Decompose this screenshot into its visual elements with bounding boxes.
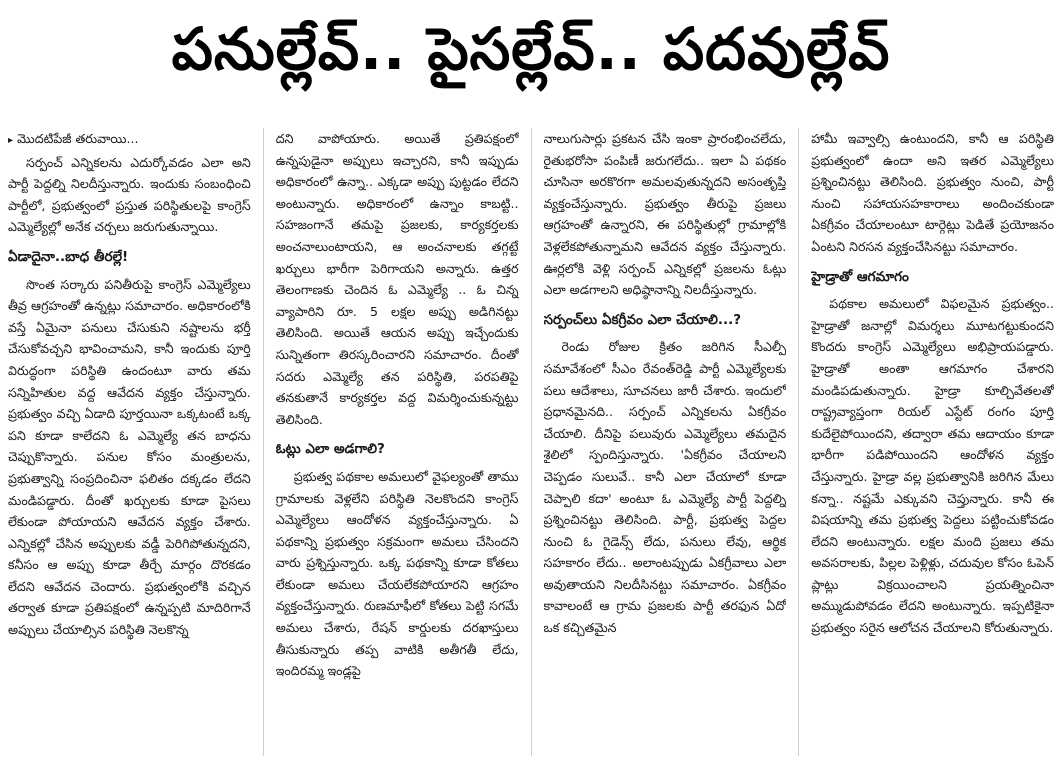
headline: పనుల్లేవ్.. పైసల్లేవ్.. పదవుల్లేవ్ bbox=[171, 14, 891, 83]
paragraph: దని వాపోయారు. అయితే ప్రతిపక్షంలో ఉన్నపుడైనా అప్పులు ఇచ్చారని, కానీ ఇప్పుడు అధికారంలో ఉన్నా.. ఎక్కడా అప్పు పుట్టడం లేదని అంటున్నారు. అధికారంలో ఉన్నాం కాబట్టి.. సహజంగానే తమపై ప్రజలకు, కార్యకర్తలకు అంచనాలుంటాయని, ఆ అంచనాలకు తగ్గట్టే ఖర్చులు భారీగా పెరిగాయని అన్నారు. ఉత్తర తెలంగాణకు చెందిన ఓ ఎమ్మెల్యే .. ఓ చిన్న వ్యాపారిని రూ. 5 లక్షల అప్పు అడిగినట్టు తెలిసింది. అయితే ఆయన అప్పు ఇచ్చేందుకు సున్నితంగా తిరస్కరించారని సమాచారం. దీంతో సదరు ఎమ్మెల్యే తన పరిస్థితి, పరపతిపై తనకుతానే కార్యకర్తల వద్ద విమర్శించుకున్నట్టు తెలిసింది. bbox=[275, 131, 519, 427]
continued-from-front-page bbox=[8, 128, 251, 152]
paragraph: సర్పంచ్ ఎన్నికలను ఎదుర్కోవడం ఎలా అని పార్టీ పెద్దల్ని నిలదీస్తున్నారు. ఇందుకు సంబంధించి పార్టీలో, ప్రభుత్వంలో ప్రస్తుత పరిస్థితులపై కాంగ్రెస్ ఎమ్మెల్యేల్లో అనేక చర్చలు జరుగుతున్నాయి. bbox=[8, 154, 251, 235]
subheading: సర్పంచ్‌లు ఏకగ్రీవం ఎలా చేయాలి...? bbox=[543, 311, 742, 328]
paragraph: రెండు రోజుల క్రితం జరిగిన సీఎల్పీ సమావేశంలో సీఎం రేవంత్‌రెడ్డి పార్టీ ఎమ్మెల్యేలకు పలు ఆదేశాలు, సూచనలు జారీ చేశారు. ఇందులో ప్రధానమైనది.. సర్పంచ్ ఎన్నికలను ఏకగ్రీవం చేయాలి. దీనిపై పలువురు ఎమ్మెల్యేలు తమదైన శైలిలో స్పందిస్తున్నారు. 'ఏకగ్రీవం చేయాలని చెప్పడం సులువే.. కానీ ఎలా చేయాలో కూడా చెప్పాలి కదా' అంటూ ఓ ఎమ్మెల్యే పార్టీ పెద్దల్ని ప్రశ్నించినట్టు తెలిసింది. పార్టీ, ప్రభుత్వ పెద్దల నుంచి ఓ గైడెన్స్ లేదు, పనులు లేవు, ఆర్థిక సహకారం లేదు.. అలాంటప్పుడు ఏకగ్రీవాలు ఎలా అవుతాయని నిలదీసినట్టు సమాచారం. ఏకగ్రీవం కావాలంటే ఆ గ్రామ ప్రజలకు పార్టీ తరఫున ఏదో ఒక కచ్చితమైన bbox=[543, 339, 787, 636]
column-1 bbox=[8, 128, 251, 756]
subheading: ఏడాదైనా..బాధ తీరల్లే! bbox=[8, 248, 129, 265]
column-2 bbox=[276, 128, 519, 756]
subheading: ఓట్లు ఎలా అడగాలి? bbox=[275, 441, 385, 458]
paragraph: హామీ ఇవ్వాల్సి ఉంటుందని, కానీ ఆ పరిస్థితి ప్రభుత్వంలో ఉందా అని ఇతర ఎమ్మెల్యేలు ప్రశ్నించినట్టు తెలిసింది. ప్రభుత్వం నుంచి, పార్టీ నుంచి సహాయసహకారాలు అందించకుండా ఏకగ్రీవం చేయాలంటూ టార్గెట్లు పెడితే ప్రయోజనం ఏంటని నిరసన వ్యక్తంచేసినట్టు సమాచారం. bbox=[811, 131, 1054, 254]
paragraph: పథకాల అమలులో విఫలమైన ప్రభుత్వం.. హైడ్రాతో జనాల్లో విమర్శలు మూటగట్టుకుందని కొందరు కాంగ్రెస్ ఎమ్మెల్యేలు అభిప్రాయపడ్డారు. హైడ్రాతో అంతా ఆగమాగం చేశారని మండిపడుతున్నారు. హైడ్రా కూల్చివేతలతో రాష్ట్రవ్యాప్తంగా రియల్ ఎస్టేట్ రంగం పూర్తి కుదేలైపోయిందని, తద్వారా తమ ఆదాయం కూడా భారీగా పడిపోయిందని ఆందోళన వ్యక్తం చేస్తున్నారు. హైడ్రా వల్ల ప్రభుత్వానికి జరిగిన మేలు కన్నా.. నష్టమే ఎక్కువని చెప్తున్నారు. కానీ ఈ విషయాన్ని తమ ప్రభుత్వ పెద్దలు పట్టించుకోవడం లేదని అంటున్నారు. లక్షల మంది ప్రజలు తమ అవసరాలకు, పిల్లల పెళ్లిళ్లు, చదువుల కోసం ఓపెన్ ప్లాట్లు విక్రయించాలని ప్రయత్నించినా అమ్ముడుపోవడం లేదని అంటున్నారు. ఇప్పటికైనా ప్రభుత్వం సరైన ఆలోచన చేయాలని కోరుతున్నారు. bbox=[811, 296, 1054, 636]
continued-label: మొదటిపేజీ తరువాయి... bbox=[17, 131, 139, 146]
column-4 bbox=[811, 128, 1054, 756]
article-columns bbox=[8, 128, 1054, 756]
column-divider bbox=[798, 128, 799, 756]
column-divider bbox=[263, 128, 264, 756]
paragraph: నాలుగుసార్లు ప్రకటన చేసి ఇంకా ప్రారంభించలేదు, రైతుభరోసా పంపిణీ జరుగలేదు.. ఇలా ఏ పథకం చూసినా అరకొరగా అమలవుతున్నదని అసంతృప్తి వ్యక్తంచేస్తున్నారు. ప్రభుత్వం తీరుపై ప్రజలు ఆగ్రహంతో ఉన్నారని, ఈ పరిస్థితుల్లో గ్రామాల్లోకి వెళ్లలేకపోతున్నామని ఆవేదన వ్యక్తం చేస్తున్నారు. ఊర్లలోకి వెళ్లి సర్పంచ్ ఎన్నికల్లో ప్రజలను ఓట్లు ఎలా అడగాలని అధిష్ఠానాన్ని నిలదీస్తున్నారు. bbox=[543, 131, 787, 298]
triangle-right-icon: ▸ bbox=[8, 135, 14, 146]
subheading: హైడ్రాతో ఆగమాగం bbox=[811, 268, 909, 285]
column-3 bbox=[544, 128, 787, 756]
column-divider bbox=[531, 128, 532, 756]
paragraph: సొంత సర్కారు పనితీరుపై కాంగ్రెస్ ఎమ్మెల్యేలు తీవ్ర ఆగ్రహంతో ఉన్నట్లు సమాచారం. అధికారంలోకి వస్తే ఏమైనా పనులు చేసుకుని నష్టాలను భర్తీ చేసుకోవచ్చని భావించామని, కానీ ఇందుకు పూర్తి విరుద్ధంగా పరిస్థితి ఉందంటూ వారు తమ సన్నిహితుల వద్ద ఆవేదన వ్యక్తం చేస్తున్నారు. ప్రభుత్వం వచ్చి ఏడాది పూర్తయినా ఒక్కటంటే ఒక్క పని కూడా కాలేదని ఓ ఎమ్మెల్యే తన బాధను చెప్పుకొన్నారు. పనుల కోసం మంత్రులను, ప్రభుత్వాన్ని సంప్రదించినా ఫలితం దక్కడం లేదని మండిపడ్డారు. దీంతో ఖర్చులకు కూడా పైసలు లేకుండా పోయాయని ఆవేదన వ్యక్తం చేశారు. ఎన్నికల్లో చేసిన అప్పులకు వడ్డీ పెరిగిపోతున్నదని, కనీసం ఆ అప్పు కూడా తీర్చే మార్గం దొరకడం లేదని ఆవేదన చెందారు. ప్రభుత్వంలోకి వచ్చిన తర్వాత కూడా ప్రతిపక్షంలో ఉన్నప్పటి మాదిరిగానే అప్పులు చేయాల్సిన పరిస్థితి నెలకొన్న bbox=[8, 276, 251, 638]
paragraph: ప్రభుత్వ పథకాల అమలులో వైఫల్యంతో తాము గ్రామాలకు వెళ్లలేని పరిస్థితి నెలకొందని కాంగ్రెస్ ఎమ్మెల్యేలు ఆందోళన వ్యక్తంచేస్తున్నారు. ఏ పథకాన్ని ప్రభుత్వం సక్రమంగా అమలు చేసిందని వారు ప్రశ్నిస్తున్నారు. ఒక్క పథకాన్ని కూడా కోతలు లేకుండా అమలు చేయలేకపోయారని ఆగ్రహం వ్యక్తంచేస్తున్నారు. రుణమాఫీలో కోతలు పెట్టి సగమే అమలు చేశారు, రేషన్ కార్డులకు దరఖాస్తులు తీసుకున్నారు తప్ప వాటికి అతీగతీ లేదు, ఇందిరమ్మ ఇండ్లపై bbox=[275, 468, 519, 679]
